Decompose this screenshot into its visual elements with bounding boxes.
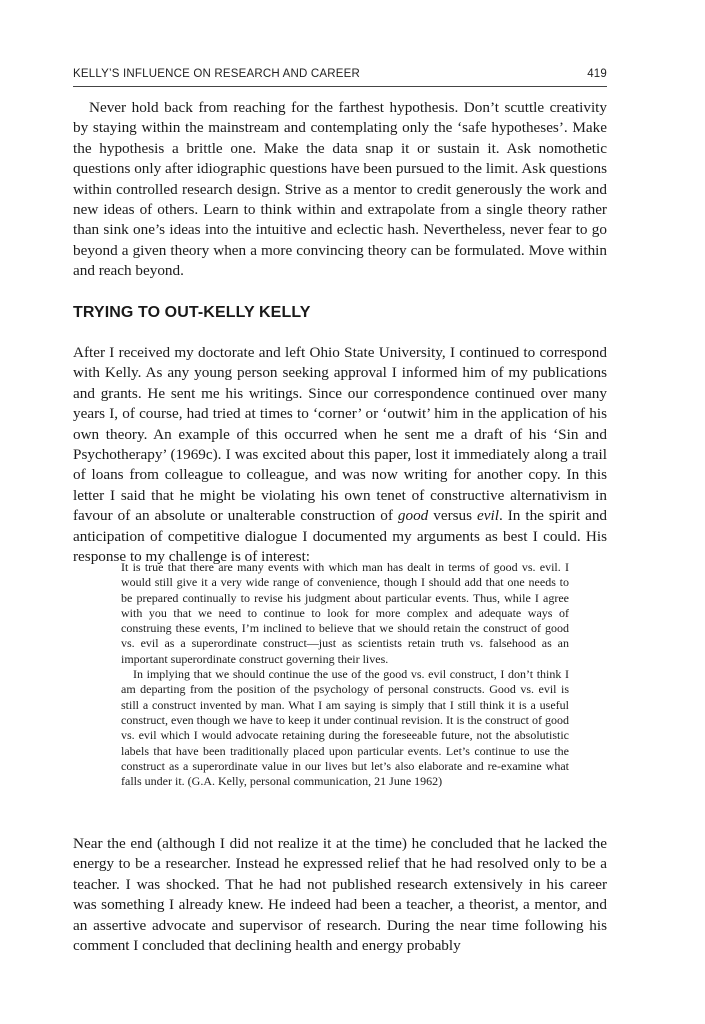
quote-paragraph-2: In implying that we should continue the use of the good vs. evil construct, I don’t think I am departing from the position of the psychology of personal constructs. Good vs. evil is still a construct invented by man. What I am saying is simply that I still think it is a useful construct, even though we have to keep it under continual revision. It is the construct of good vs. evil which I would advocate retaining during the foreseeable future, not the absolutistic labels that have been traditionally placed upon particular events. Let’s continue to use the construct as a superordinate value in our lives but let’s also elaborate and re-examine what falls under it. (G.A. Kelly, personal communication, 21 June 1962) xyxy=(121,667,569,789)
emphasis-evil: evil xyxy=(477,507,499,525)
paragraph-correspondence xyxy=(73,343,607,567)
running-title: KELLY’S INFLUENCE ON RESEARCH AND CAREER xyxy=(73,68,361,80)
block-quote xyxy=(121,560,569,789)
paragraph-correspondence-text-3: . In the spirit and anticipation of competitive dialogue I documented my arguments as best I could. His response to my challenge is of interest: xyxy=(73,507,608,566)
emphasis-good: good xyxy=(397,507,429,525)
paragraph-correspondence-text-1: After I received my doctorate and left Ohio State University, I continued to correspond with Kelly. As any young person seeking approval I informed him of my publications and grants. He sent me his writings. Since our correspondence continued over many years I, of course, had tried at times to ‘corner’ or ‘outwit’ him in the application of his own theory. An example of this occurred when he sent me a draft of his ‘Sin and Psychotherapy’ (1969c). I was excited about this paper, lost it immediately along a trail of loans from colleague to colleague, and was now writing for another copy. In this letter I said that he might be violating his own tenet of constructive alternativism in favour of an absolute or unalterable construction of xyxy=(73,344,607,525)
page-number: 419 xyxy=(587,68,607,80)
quote-paragraph-1: It is true that there are many events with which man has dealt in terms of good vs. evil. I would still give it a very wide range of convenience, though I should add that one needs to be prepared continually to revise his judgment about particular events. Thus, while I agree with you that we need to continue to look for more complex and adequate ways of construing these events, I’m inclined to believe that we should retain the construct of good vs. evil as a superordinate construct—just as scientists retain truth vs. falsehood as an important superordinate construct governing their lives. xyxy=(121,560,569,666)
header-rule xyxy=(73,86,607,87)
paragraph-correspondence-text-2: versus xyxy=(428,507,478,525)
section-heading: TRYING TO OUT-KELLY KELLY xyxy=(73,304,311,321)
paragraph-conclusion: Near the end (although I did not realize it at the time) he concluded that he lacked the energy to be a researcher. Instead he expressed relief that he had resolved only to be a teacher. I was shocked. That he had not published research extensively in his career was something I already knew. He indeed had been a teacher, a theorist, a mentor, and an assertive advocate and supervisor of research. During the near time following his comment I concluded that declining health and energy probably xyxy=(73,835,607,955)
paragraph-advice: Never hold back from reaching for the farthest hypothesis. Don’t scuttle creativity by staying within the mainstream and contemplating only the ‘safe hypotheses’. Make the hypothesis a brittle one. Make the data snap it or sustain it. Ask nomothetic questions only after idiographic questions have been pursued to the limit. Ask questions within controlled research design. Strive as a mentor to credit generously the work and new ideas of others. Learn to think within and extrapolate from a single theory rather than sink one’s ideas into the intuitive and eclectic hash. Nevertheless, never fear to go beyond a given theory when a more convincing theory can be formulated. Move within and reach beyond. xyxy=(73,99,607,280)
running-head xyxy=(73,68,607,88)
